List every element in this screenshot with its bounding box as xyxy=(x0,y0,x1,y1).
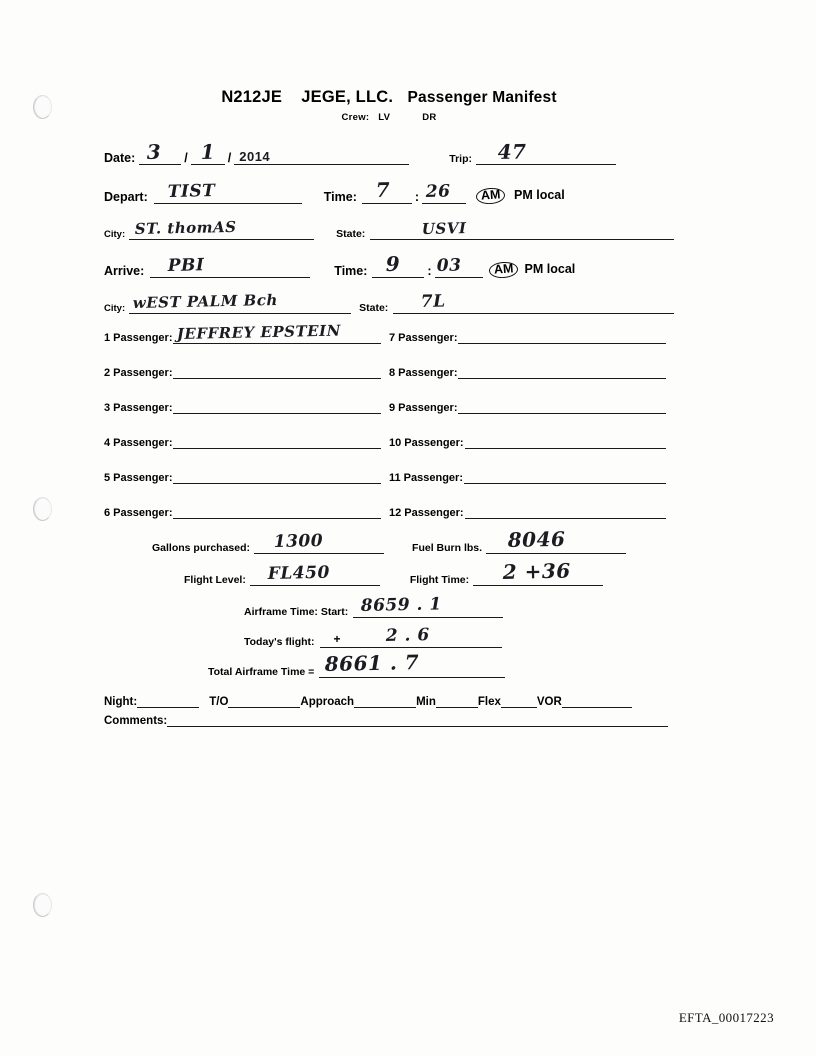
arrive-state-value: 7L xyxy=(420,291,447,313)
passenger-cell-3 xyxy=(104,398,389,414)
passenger-11-label: 11 Passenger: xyxy=(389,472,463,485)
gallons-burn-row xyxy=(152,527,674,555)
depart-state-field[interactable] xyxy=(370,219,674,240)
airframe-start-label: Airframe Time: Start: xyxy=(244,606,349,619)
passenger-6-label: 6 Passenger: xyxy=(104,507,173,520)
arrive-state-field[interactable] xyxy=(393,291,674,314)
passenger-10-label: 10 Passenger: xyxy=(389,437,464,450)
min-label: Min xyxy=(416,696,436,709)
passenger-cell-9 xyxy=(389,398,674,414)
arrive-city-value: wEST PALM Bch xyxy=(132,291,279,313)
depart-label: Depart: xyxy=(104,190,148,205)
passenger-1-value: JEFFREY EPSTEIN xyxy=(177,321,342,344)
date-year-field[interactable] xyxy=(234,149,409,165)
passenger-3-field[interactable] xyxy=(173,398,381,414)
airframe-start-value: 8659 . 1 xyxy=(360,594,443,617)
tail-number: N212JE xyxy=(221,88,283,106)
depart-city-value: ST. thomAS xyxy=(134,217,237,239)
flight-level-label: Flight Level: xyxy=(184,574,246,587)
passenger-5-field[interactable] xyxy=(173,468,381,484)
airframe-today-value: 2 . 6 xyxy=(385,625,430,647)
trip-field[interactable] xyxy=(476,139,616,165)
gallons-purchased-label: Gallons purchased: xyxy=(152,542,251,555)
date-month-field[interactable] xyxy=(139,139,181,165)
comments-row xyxy=(104,711,674,727)
passenger-row xyxy=(104,503,674,519)
approach-label: Approach xyxy=(300,696,355,709)
arrive-time-label: Time: xyxy=(334,264,368,279)
fuel-burn-value: 8046 xyxy=(507,527,566,553)
passenger-5-label: 5 Passenger: xyxy=(104,472,173,485)
depart-city-label: City: xyxy=(104,229,126,241)
binder-hole-top xyxy=(33,95,52,119)
arrive-row xyxy=(104,251,674,279)
depart-minute-value: 26 xyxy=(425,181,451,203)
night-row xyxy=(104,692,674,708)
comments-label: Comments: xyxy=(104,715,168,728)
comments-field[interactable] xyxy=(167,711,668,727)
flight-time-field[interactable] xyxy=(473,558,603,586)
passenger-8-field[interactable] xyxy=(458,363,666,379)
takeoff-label: T/O xyxy=(209,696,229,709)
passenger-cell-10 xyxy=(389,433,674,449)
crew-row xyxy=(104,112,674,123)
date-slash-2: / xyxy=(227,151,232,165)
passenger-cell-2 xyxy=(104,363,389,379)
binder-hole-bottom xyxy=(33,893,52,917)
passenger-cell-8 xyxy=(389,363,674,379)
airframe-today-row xyxy=(244,625,674,649)
gallons-purchased-value: 1300 xyxy=(273,531,324,553)
arrive-airport-field[interactable] xyxy=(150,255,310,278)
airframe-start-row xyxy=(244,594,674,619)
passenger-row xyxy=(104,468,674,484)
passenger-row xyxy=(104,321,674,345)
passenger-row xyxy=(104,363,674,379)
depart-city-row xyxy=(104,217,674,241)
airframe-total-field[interactable] xyxy=(319,650,505,678)
depart-minute-field[interactable] xyxy=(422,181,466,204)
min-field[interactable] xyxy=(436,692,478,708)
flex-label: Flex xyxy=(477,696,501,709)
airframe-block xyxy=(104,594,674,679)
airframe-today-field[interactable] xyxy=(320,625,502,648)
flight-level-field[interactable] xyxy=(250,562,380,586)
trip-label: Trip: xyxy=(449,153,472,165)
passenger-8-label: 8 Passenger: xyxy=(389,367,458,380)
passenger-12-field[interactable] xyxy=(465,503,666,519)
arrive-hour-field[interactable] xyxy=(372,251,424,278)
takeoff-field[interactable] xyxy=(228,692,300,708)
arrive-minute-field[interactable] xyxy=(435,255,483,278)
depart-time-colon: : xyxy=(414,190,420,205)
date-label: Date: xyxy=(104,151,136,165)
fuel-burn-label: Fuel Burn lbs. xyxy=(412,542,483,555)
arrive-time-colon: : xyxy=(427,264,432,279)
passenger-grid xyxy=(104,321,674,520)
trip-value: 47 xyxy=(497,139,527,164)
date-day-value: 1 xyxy=(200,139,216,164)
depart-hour-field[interactable] xyxy=(362,177,412,204)
airframe-total-row xyxy=(208,650,674,679)
binder-hole-middle xyxy=(33,497,52,521)
passenger-4-field[interactable] xyxy=(173,433,381,449)
depart-hour-value: 7 xyxy=(375,177,391,203)
depart-row xyxy=(104,177,674,205)
night-label: Night: xyxy=(104,696,138,709)
airframe-today-sign: + xyxy=(333,632,341,647)
flight-level-time-row xyxy=(152,558,674,587)
arrive-minute-value: 03 xyxy=(436,255,462,277)
passenger-11-field[interactable] xyxy=(464,468,666,484)
manifest-form xyxy=(104,88,674,727)
passenger-10-field[interactable] xyxy=(465,433,666,449)
airframe-start-field[interactable] xyxy=(353,594,503,618)
date-slash-1: / xyxy=(184,151,188,165)
passenger-cell-12 xyxy=(389,503,674,519)
vor-field[interactable] xyxy=(562,692,632,708)
bates-number: EFTA_00017223 xyxy=(678,1010,774,1025)
form-header xyxy=(104,88,674,107)
flight-level-value: FL450 xyxy=(267,562,330,585)
depart-am-circled[interactable]: AM xyxy=(476,187,507,205)
passenger-3-label: 3 Passenger: xyxy=(104,402,173,415)
passenger-6-field[interactable] xyxy=(173,503,381,519)
passenger-12-label: 12 Passenger: xyxy=(389,507,464,520)
passenger-cell-5 xyxy=(104,468,389,484)
arrive-pm-label[interactable]: PM local xyxy=(524,262,576,277)
flex-field[interactable] xyxy=(501,692,537,708)
arrive-label: Arrive: xyxy=(104,264,145,279)
arrive-city-row xyxy=(104,291,674,315)
gallons-purchased-field[interactable] xyxy=(254,531,384,554)
passenger-cell-1 xyxy=(104,321,389,345)
crew-member-2: DR xyxy=(422,112,437,123)
arrive-state-label: State: xyxy=(359,302,389,315)
arrive-hour-value: 9 xyxy=(385,251,401,277)
vor-label: VOR xyxy=(536,696,562,709)
passenger-cell-6 xyxy=(104,503,389,519)
arrive-city-field[interactable] xyxy=(129,291,351,314)
crew-member-1: LV xyxy=(378,112,391,123)
crew-label: Crew: xyxy=(341,112,370,123)
date-year-printed: 2014 xyxy=(239,149,271,164)
passenger-row xyxy=(104,398,674,414)
airframe-today-label: Today's flight: xyxy=(244,636,315,649)
passenger-2-field[interactable] xyxy=(173,363,381,379)
airframe-total-label: Total Airframe Time = xyxy=(208,666,315,679)
flight-time-value: 2 +36 xyxy=(502,558,572,585)
arrive-airport-value: PBI xyxy=(167,255,205,277)
depart-pm-label[interactable]: PM local xyxy=(514,188,565,202)
depart-state-label: State: xyxy=(336,228,366,241)
arrive-city-label: City: xyxy=(104,303,126,315)
depart-state-value: USVI xyxy=(421,219,467,239)
depart-time-label: Time: xyxy=(323,190,357,205)
depart-airport-field[interactable] xyxy=(154,181,302,204)
passenger-row xyxy=(104,433,674,449)
passenger-1-label: 1 Passenger: xyxy=(104,332,173,345)
passenger-7-label: 7 Passenger: xyxy=(389,332,458,345)
date-trip-row xyxy=(104,139,674,165)
arrive-am-circled[interactable]: AM xyxy=(488,261,519,279)
passenger-1-field[interactable] xyxy=(173,321,381,344)
passenger-cell-7 xyxy=(389,328,674,344)
passenger-cell-4 xyxy=(104,433,389,449)
passenger-9-field[interactable] xyxy=(458,398,666,414)
airframe-total-value: 8661 . 7 xyxy=(324,650,420,677)
date-month-value: 3 xyxy=(146,139,162,164)
depart-airport-value: TIST xyxy=(167,181,216,203)
form-title: Passenger Manifest xyxy=(407,89,557,106)
approach-field[interactable] xyxy=(354,692,416,708)
depart-city-field[interactable] xyxy=(129,217,314,240)
date-day-field[interactable] xyxy=(191,139,225,165)
flight-time-label: Flight Time: xyxy=(409,574,470,587)
passenger-9-label: 9 Passenger: xyxy=(389,402,458,415)
fuel-block xyxy=(104,527,674,587)
passenger-cell-11 xyxy=(389,468,674,484)
operator-name: JEGE, LLC. xyxy=(301,88,394,106)
footer-block xyxy=(104,692,674,727)
passenger-4-label: 4 Passenger: xyxy=(104,437,173,450)
fuel-burn-field[interactable] xyxy=(486,527,626,554)
passenger-2-label: 2 Passenger: xyxy=(104,367,173,380)
passenger-7-field[interactable] xyxy=(458,328,666,344)
night-field[interactable] xyxy=(137,692,199,708)
